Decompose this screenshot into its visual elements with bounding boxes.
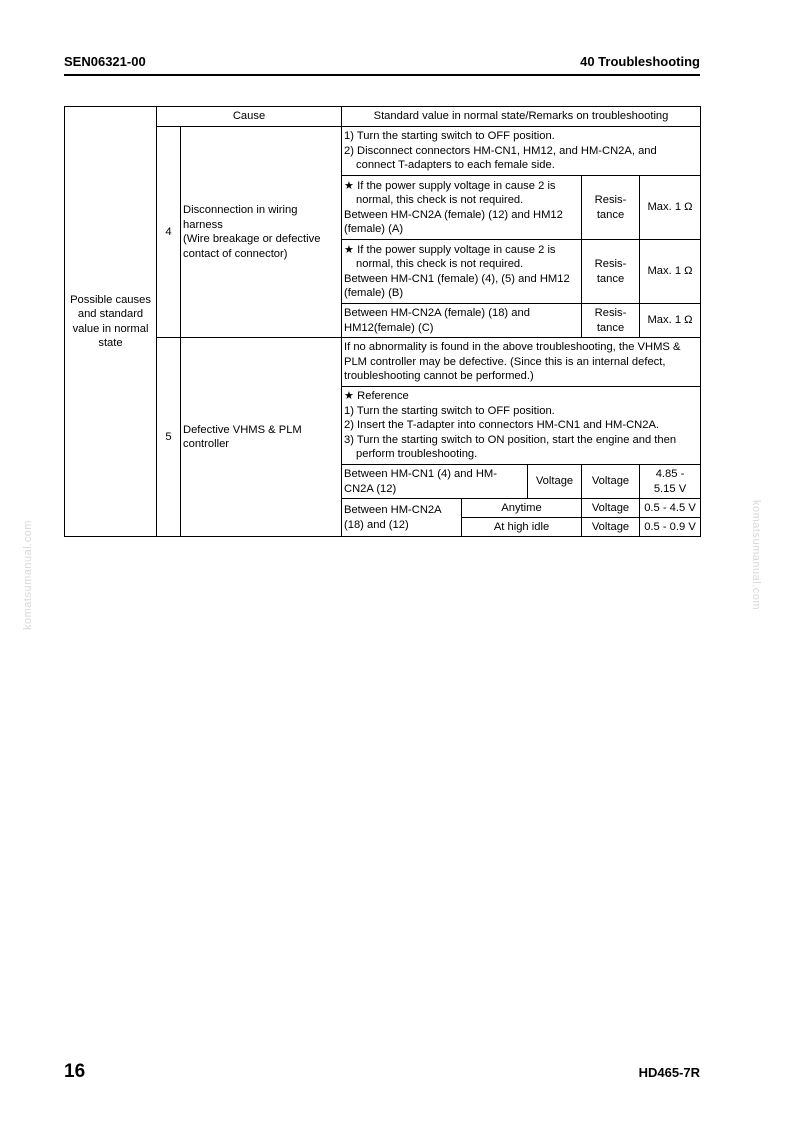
check-d-condition: Voltage	[528, 465, 582, 499]
header-standard: Standard value in normal state/Remarks on troubleshooting	[342, 107, 701, 127]
step-line: 1) Turn the starting switch to OFF position.	[344, 130, 555, 143]
check-c-description	[342, 304, 582, 338]
section-title: 40 Troubleshooting	[580, 54, 700, 69]
header-cause: Cause	[157, 107, 342, 127]
check-f-value: 0.5 - 0.9 V	[640, 518, 701, 537]
cause-5-text: Defective VHMS & PLM controller	[181, 338, 342, 537]
check-note: ★ If the power supply voltage in cause 2 is normal, this check is not required.	[344, 179, 556, 206]
check-c-item: Resis- tance	[582, 304, 640, 338]
check-d-between: Between HM-CN1 (4) and HM-CN2A (12)	[342, 465, 528, 499]
check-b-description	[342, 240, 582, 304]
row-label: Possible causes and standard value in normal state	[65, 107, 157, 537]
cause-4-text: Disconnection in wiring harness (Wire breakage or defective contact of connector)	[181, 127, 342, 338]
watermark-left: komatsumanual.com	[22, 520, 34, 630]
reference-line: ★ Reference	[344, 390, 409, 403]
check-a-item: Resis- tance	[582, 176, 640, 240]
cause-5-number: 5	[157, 338, 181, 537]
check-e-between: Between HM-CN2A (18) and (12)	[342, 499, 462, 537]
cause-4-steps	[342, 127, 701, 176]
check-d-value: 4.85 - 5.15 V	[640, 465, 701, 499]
watermark-right: komatsumanual.com	[750, 500, 762, 610]
check-between: Between HM-CN1 (female) (4), (5) and HM12 (female) (B)	[344, 272, 570, 299]
reference-line: 1) Turn the starting switch to OFF position.	[344, 404, 555, 417]
check-between: Between HM-CN2A (female) (18) and HM12(female) (C)	[344, 307, 530, 334]
check-b-value: Max. 1 Ω	[640, 240, 701, 304]
page-number: 16	[64, 1061, 86, 1082]
check-a-value: Max. 1 Ω	[640, 176, 701, 240]
check-f-item: Voltage	[582, 518, 640, 537]
check-e-value: 0.5 - 4.5 V	[640, 499, 701, 518]
check-note: ★ If the power supply voltage in cause 2 is normal, this check is not required.	[344, 243, 556, 270]
check-b-item: Resis- tance	[582, 240, 640, 304]
cause-5-note: If no abnormality is found in the above troubleshooting, the VHMS & PLM controller may be defective. (Since this is an internal defect, troubleshooting cannot be performed.)	[342, 338, 701, 387]
model-code: HD465-7R	[638, 1065, 700, 1080]
reference-line: 3) Turn the starting switch to ON position, start the engine and then perform troubleshooting.	[344, 433, 677, 461]
cause-4-number: 4	[157, 127, 181, 338]
check-between: Between HM-CN2A (female) (12) and HM12 (female) (A)	[344, 208, 563, 235]
document-code: SEN06321-00	[64, 54, 146, 69]
check-f-condition: At high idle	[462, 518, 582, 537]
step-line: 2) Disconnect connectors HM-CN1, HM12, and HM-CN2A, and connect T-adapters to each female side.	[344, 144, 657, 172]
header-rule	[64, 74, 700, 76]
cause-5-reference	[342, 387, 701, 465]
check-e-condition: Anytime	[462, 499, 582, 518]
check-d-item: Voltage	[582, 465, 640, 499]
check-a-description	[342, 176, 582, 240]
reference-line: 2) Insert the T-adapter into connectors HM-CN1 and HM-CN2A.	[344, 419, 660, 432]
check-e-item: Voltage	[582, 499, 640, 518]
check-c-value: Max. 1 Ω	[640, 304, 701, 338]
troubleshooting-table	[64, 106, 701, 537]
